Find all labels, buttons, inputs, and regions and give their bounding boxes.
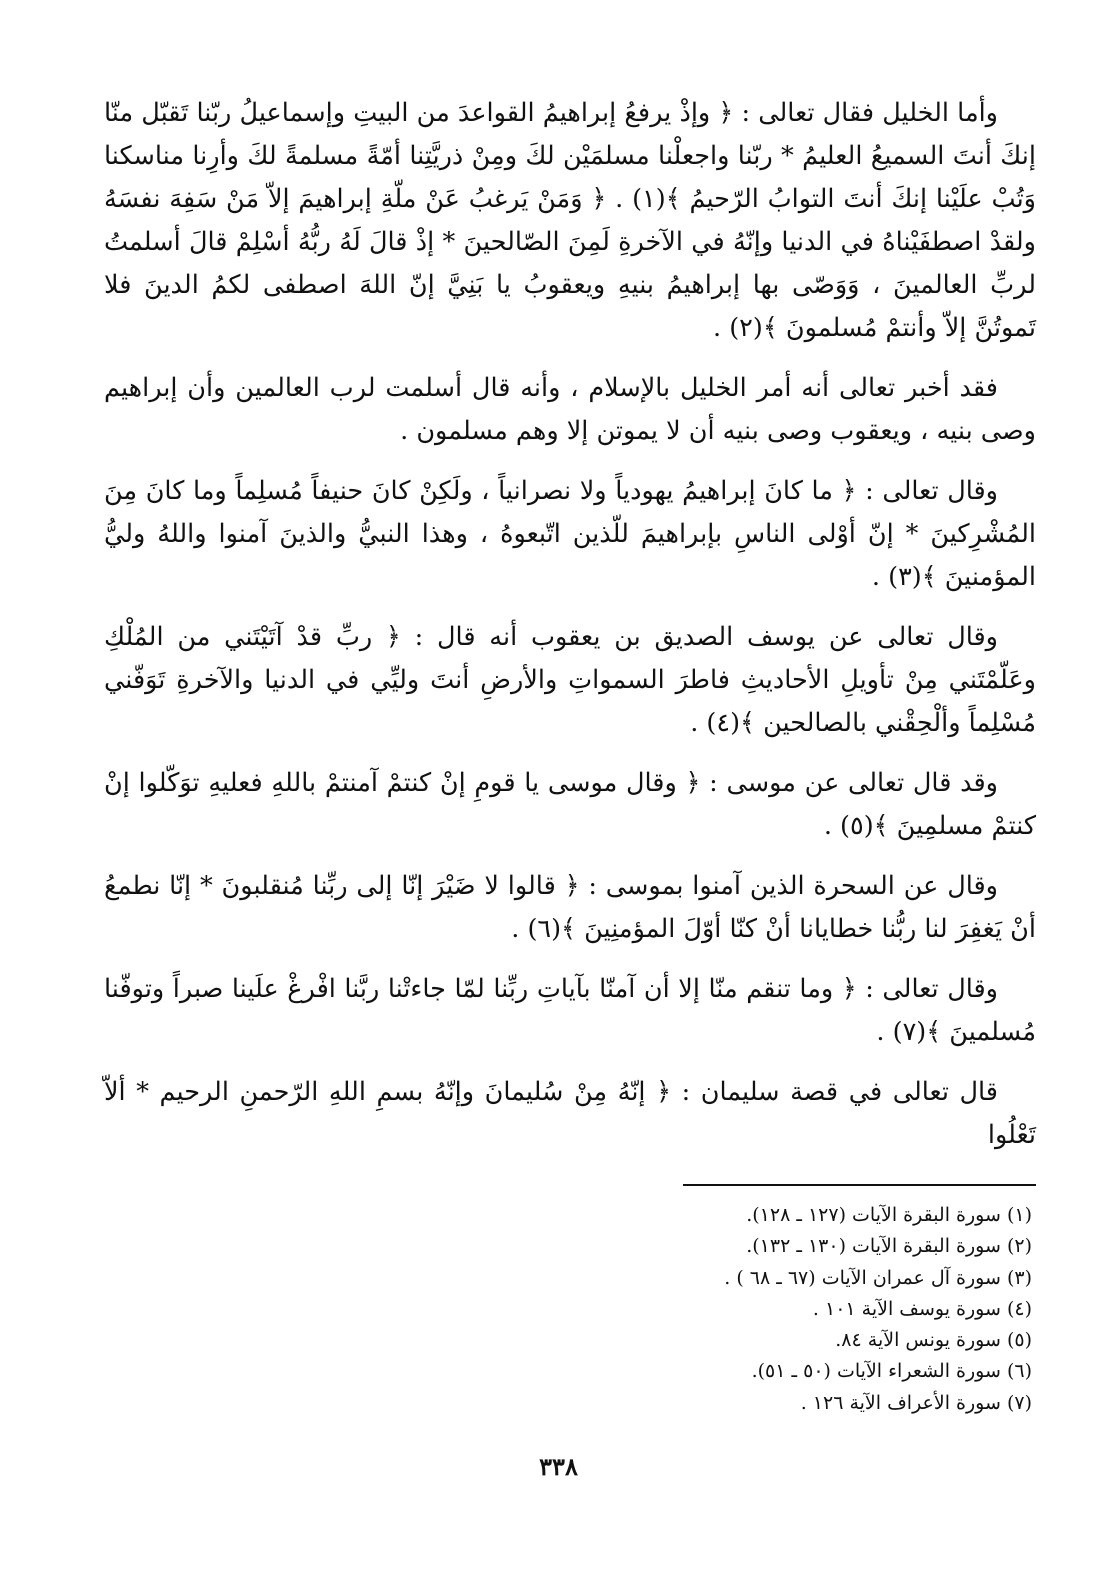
- footnote-6: (٦) سورة الشعراء الآيات (٥٠ ـ ٥١).: [751, 1360, 1032, 1383]
- page-number: ٣٣٨: [539, 1452, 578, 1481]
- footnotes: [104, 1200, 1036, 1419]
- paragraph-abraham-hanif: وقال تعالى : ﴿ ما كانَ إبراهيمُ يهودياً ولا نصرانياً ، ولَكِنْ كانَ حنيفاً مُسلِماً وما كانَ مِنَ المُشْرِكينَ * إنّ أوْلى الناسِ بإبراهيمَ للّذين اتّبعوهُ ، وهذا النبيُّ والذينَ آمنوا واللهُ وليُّ المؤمنينَ ﴾(٣) .: [104, 476, 1036, 592]
- footnote-1: (١) سورة البقرة الآيات (١٢٧ ـ ١٢٨).: [746, 1204, 1032, 1226]
- main-text: [104, 92, 1036, 1174]
- footnote-divider: [683, 1184, 1036, 1186]
- paragraph-sabran: وقال تعالى : ﴿ وما تنقم منّا إلا أن آمنّا بآياتِ ربِّنا لمّا جاءتْنا ربَّنا افْرغْ علَينا صبراً وتوفّنا مُسلمينَ ﴾(٧) .: [104, 974, 1036, 1047]
- paragraph-sorcerers: وقال عن السحرة الذين آمنوا بموسى : ﴿ قالوا لا ضَيْرَ إنّا إلى ربِّنا مُنقلبونَ * إنّا نطمعُ أنْ يَغفِرَ لنا ربُّنا خطايانا أنْ كنّا أوّلَ المؤمنِينَ ﴾(٦) .: [104, 871, 1036, 944]
- paragraph-sulayman: قال تعالى في قصة سليمان : ﴿ إنّهُ مِنْ سُليمانَ وإنّهُ بسمِ اللهِ الرّحمنِ الرحيم * ألاّ تَعْلُوا: [104, 1077, 1036, 1150]
- paragraph-musa: وقد قال تعالى عن موسى : ﴿ وقال موسى يا قومِ إنْ كنتمْ آمنتمْ باللهِ فعليهِ توَكّلوا إنْ كنتمْ مسلمِينَ ﴾(٥) .: [104, 768, 1036, 841]
- footnote-4: (٤) سورة يوسف الآية ١٠١ .: [812, 1297, 1032, 1320]
- paragraph-yusuf: وقال تعالى عن يوسف الصديق بن يعقوب أنه قال : ﴿ ربِّ قدْ آتَيْتَني من المُلْكِ وعَلّمْتَني مِنْ تأويلِ الأحاديثِ فاطرَ السمواتِ والأرضِ أنتَ وليِّي في الدنيا والآخرةِ تَوَفّني مُسْلِماً وألْحِقْني بالصالحين ﴾(٤) .: [104, 622, 1036, 738]
- footnote-7: (٧) سورة الأعراف الآية ١٢٦ .: [800, 1391, 1032, 1414]
- footnote-2: (٢) سورة البقرة الآيات (١٣٠ ـ ١٣٢).: [746, 1235, 1032, 1258]
- footnote-3: (٣) سورة آل عمران الآيات (٦٧ ـ ٦٨ ) .: [724, 1266, 1032, 1289]
- footnote-5: (٥) سورة يونس الآية ٨٤.: [835, 1329, 1032, 1352]
- paragraph-commentary-islam: فقد أخبر تعالى أنه أمر الخليل بالإسلام ، وأنه قال أسلمت لرب العالمين وأن إبراهيم وصى بنيه ، ويعقوب وصى بنيه أن لا يموتن إلا وهم مسلمون .: [104, 373, 1036, 446]
- paragraph-abraham-prayer: وأما الخليل فقال تعالى : ﴿ وإذْ يرفعُ إبراهيمُ القواعدَ من البيتِ وإسماعيلُ ربّنا تَقبّل منّا إنكَ أنتَ السميعُ العليمُ * ربّنا واجعلْنا مسلمَيْن لكَ ومِنْ ذريَّتِنا أمّةً مسلمةً لكَ وأرِنا مناسكنا وَتُبْ علَيْنا إنكَ أنتَ التوابُ الرّحيمُ ﴾(١) . ﴿ وَمَنْ يَرغبُ عَنْ ملّةِ إبراهيمَ إلاّ مَنْ سَفِهَ نفسَهُ ولقدْ اصطفَيْناهُ في الدنيا وإنّهُ في الآخرةِ لَمِنَ الصّالحينَ * إذْ قالَ لَهُ ربُّهُ أسْلِمْ قالَ أسلمتُ لربِّ العالمينَ ، وَوَصّى بها إبراهيمُ بنيهِ ويعقوبُ يا بَنِيَّ إنّ اللهَ اصطفى لكمُ الدينَ فلا تَموتُنَّ إلاّ وأنتمْ مُسلمونَ ﴾(٢) .: [104, 98, 1036, 343]
